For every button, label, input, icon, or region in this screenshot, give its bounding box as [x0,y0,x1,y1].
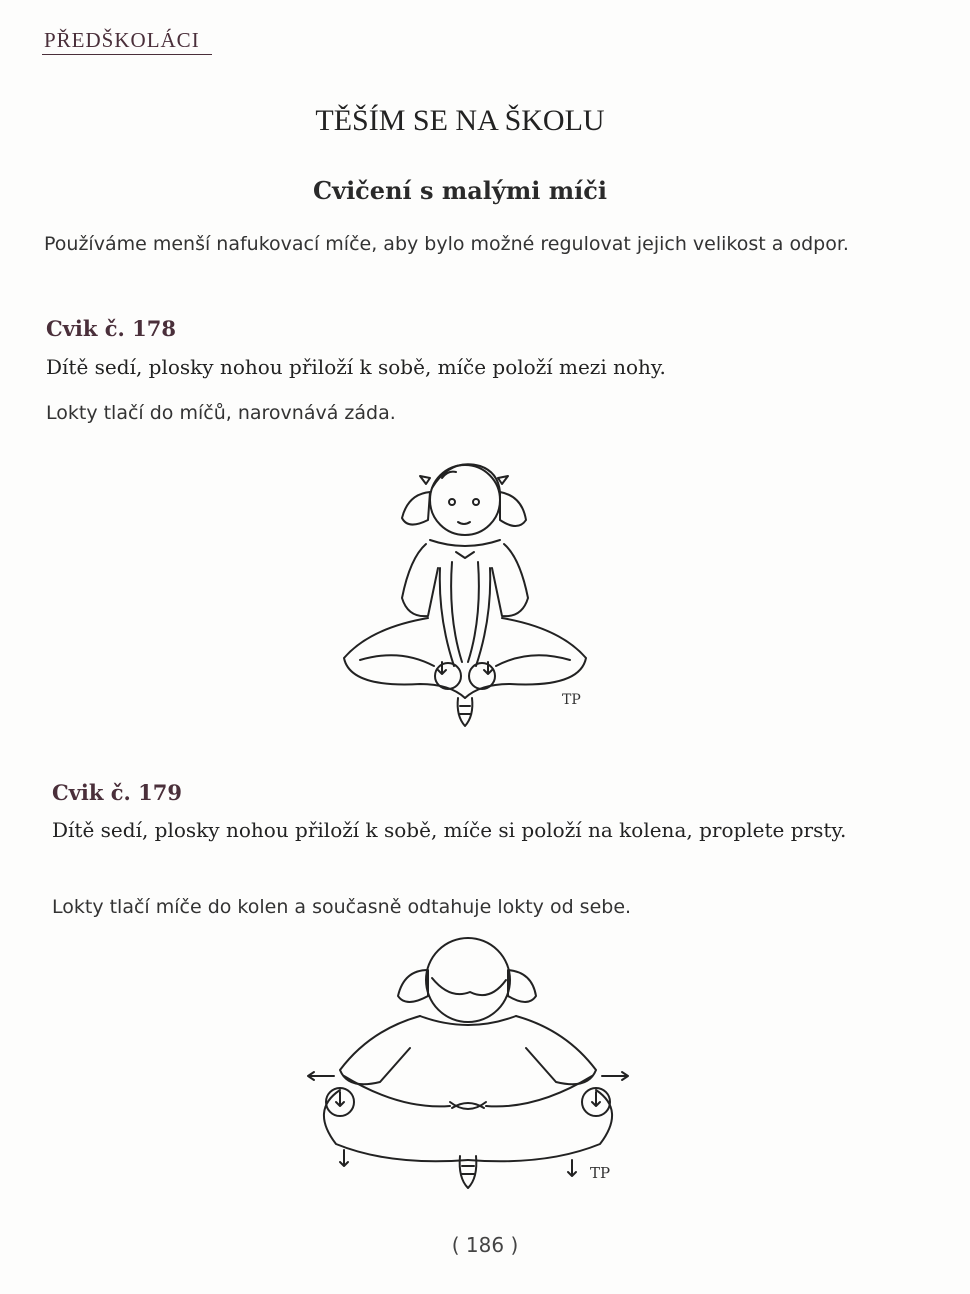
exercise-instruction-179: Dítě sedí, plosky nohou přiloží k sobě, míče si položí na kolena, proplete prsty. [52,818,847,842]
page-title: TĚŠÍM SE NA ŠKOLU [315,104,605,137]
exercise-detail-179: Lokty tlačí míče do kolen a současně odtahuje lokty od sebe. [52,896,632,918]
section-header: PŘEDŠKOLÁCI [44,28,200,52]
exercise-heading-178: Cvik č. 178 [46,316,176,341]
intro-paragraph: Používáme menší nafukovací míče, aby bylo možné regulovat jejich velikost a odpor. [44,233,849,255]
exercise-detail-178: Lokty tlačí do míčů, narovnává záda. [46,402,396,424]
section-subtitle: Cvičení s malými míči [313,176,607,205]
exercise-illustration-179 [300,930,640,1200]
page-number: ( 186 ) [451,1233,519,1257]
illustrator-signature: TP [562,692,581,708]
illustrator-signature-2: TP [590,1164,611,1182]
exercise-instruction-178: Dítě sedí, plosky nohou přiloží k sobě, míče položí mezi nohy. [46,355,666,379]
exercise-heading-179: Cvik č. 179 [52,780,182,805]
header-rule [42,54,212,55]
